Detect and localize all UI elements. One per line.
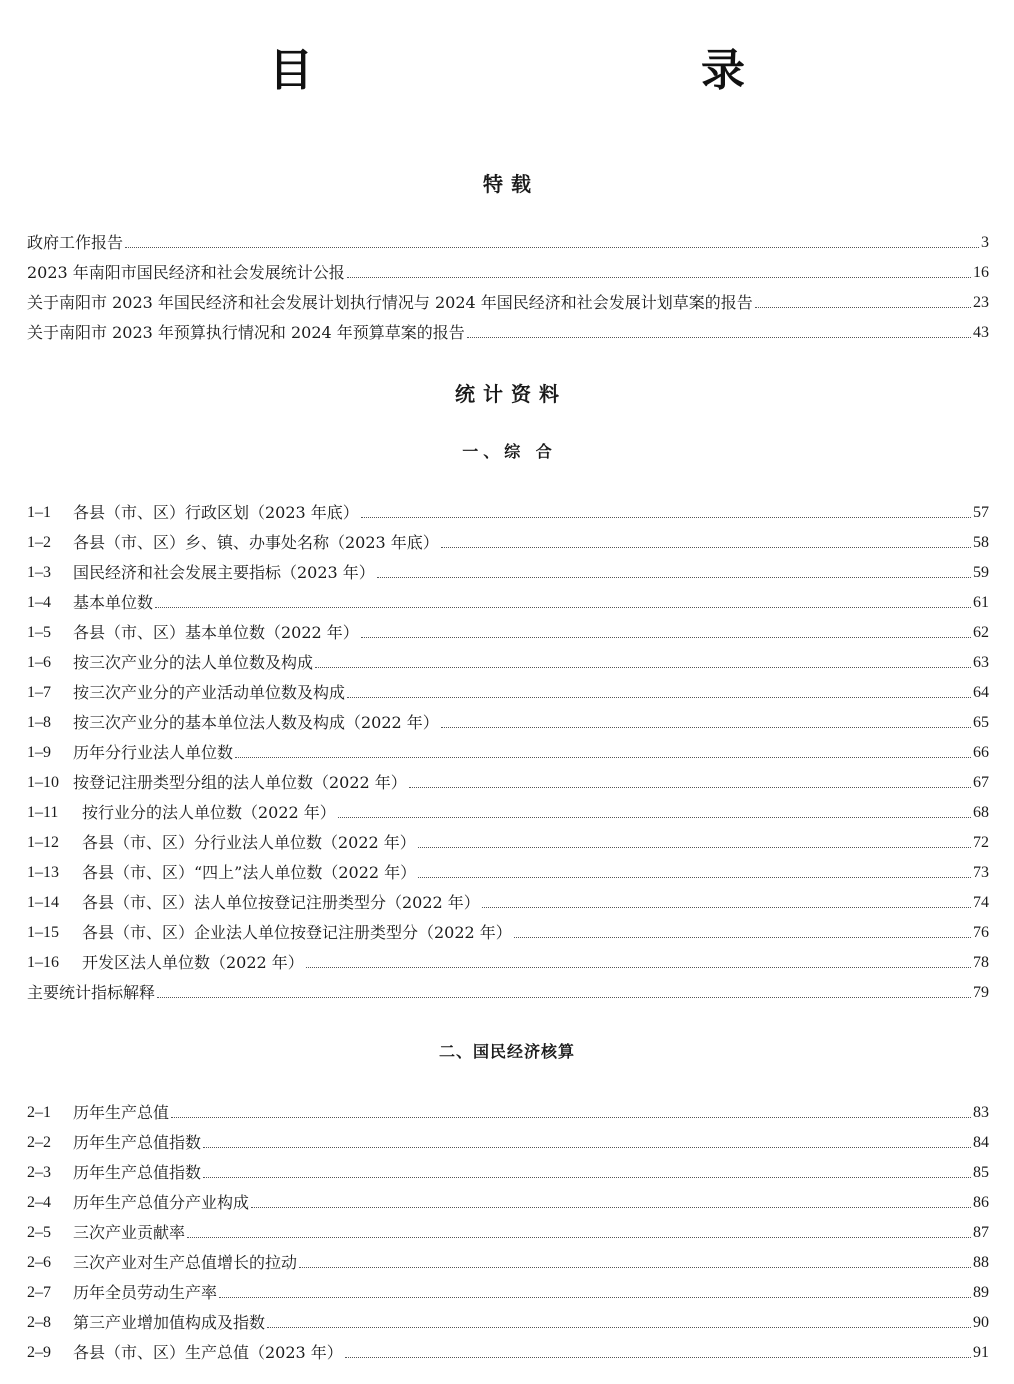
toc-entry-number: 2–3: [27, 1164, 51, 1181]
toc-entry[interactable]: [27, 1154, 989, 1184]
toc-entry-number: 1–8: [27, 714, 51, 731]
toc-entry-number: 1–14: [27, 894, 59, 911]
toc-entry-title: 各县（市、区）分行业法人单位数（2022 年）: [82, 833, 416, 852]
toc-entry-title: 各县（市、区）生产总值（2023 年）: [73, 1343, 343, 1362]
toc-entry-page-number: 68: [973, 804, 989, 821]
toc-dot-leader: [125, 247, 979, 248]
toc-entry-title: 各县（市、区）“四上”法人单位数（2022 年）: [82, 863, 417, 882]
toc-list-special: [27, 224, 989, 344]
toc-entry[interactable]: [27, 974, 989, 1004]
toc-entry-page-number: 79: [973, 984, 989, 1001]
toc-dot-leader: [187, 1237, 971, 1238]
toc-entry-title: 各县（市、区）企业法人单位按登记注册类型分（2022 年）: [82, 923, 512, 942]
toc-dot-leader: [377, 577, 971, 578]
toc-entry-title: 按登记注册类型分组的法人单位数（2022 年）: [73, 773, 407, 792]
toc-entry-title: 各县（市、区）基本单位数（2022 年）: [73, 623, 359, 642]
toc-dot-leader: [235, 757, 971, 758]
toc-entry-number: 2–2: [27, 1134, 51, 1151]
toc-entry[interactable]: [27, 224, 989, 254]
toc-dot-leader: [418, 877, 971, 878]
toc-entry[interactable]: [27, 854, 989, 884]
toc-entry-number: 1–12: [27, 834, 59, 851]
toc-entry[interactable]: [27, 1334, 989, 1364]
toc-entry-number: 1–3: [27, 564, 51, 581]
toc-entry[interactable]: [27, 494, 989, 524]
toc-entry-page-number: 88: [973, 1254, 989, 1271]
toc-entry-title: 历年全员劳动生产率: [73, 1283, 218, 1302]
toc-entry[interactable]: [27, 584, 989, 614]
toc-entry[interactable]: [27, 1274, 989, 1304]
toc-entry-title: 政府工作报告: [27, 233, 124, 252]
toc-dot-leader: [418, 847, 971, 848]
toc-entry-title: 三次产业贡献率: [73, 1223, 186, 1242]
toc-entry-title: 主要统计指标解释: [27, 983, 156, 1002]
toc-entry[interactable]: [27, 1244, 989, 1274]
toc-entry-page-number: 23: [973, 294, 989, 311]
toc-entry-page-number: 67: [973, 774, 989, 791]
toc-entry[interactable]: [27, 284, 989, 314]
toc-entry[interactable]: [27, 824, 989, 854]
toc-dot-leader: [755, 307, 971, 308]
toc-entry-title: 各县（市、区）行政区划（2023 年底）: [73, 503, 359, 522]
toc-entry-page-number: 85: [973, 1164, 989, 1181]
toc-entry-page-number: 16: [973, 264, 989, 281]
toc-entry[interactable]: [27, 1094, 989, 1124]
toc-entry[interactable]: [27, 644, 989, 674]
toc-entry-title: 历年生产总值: [73, 1103, 170, 1122]
toc-list-national-accounts: [27, 1094, 989, 1364]
toc-dot-leader: [315, 667, 971, 668]
toc-entry-number: 2–9: [27, 1344, 51, 1361]
toc-entry-title: 基本单位数: [73, 593, 154, 612]
toc-entry-number: 1–1: [27, 504, 51, 521]
toc-entry-title: 历年分行业法人单位数: [73, 743, 234, 762]
toc-entry-page-number: 91: [973, 1344, 989, 1361]
toc-entry-page-number: 87: [973, 1224, 989, 1241]
toc-dot-leader: [409, 787, 971, 788]
toc-dot-leader: [361, 517, 971, 518]
toc-entry-title: 按三次产业分的基本单位法人数及构成（2022 年）: [73, 713, 439, 732]
toc-entry-page-number: 58: [973, 534, 989, 551]
toc-dot-leader: [267, 1327, 971, 1328]
toc-dot-leader: [467, 337, 971, 338]
toc-entry[interactable]: [27, 944, 989, 974]
section-heading-stats: 统计资料: [455, 382, 567, 406]
toc-entry[interactable]: [27, 1184, 989, 1214]
toc-entry-page-number: 74: [973, 894, 989, 911]
page-title: 目 录: [269, 45, 845, 96]
toc-entry-title: 按行业分的法人单位数（2022 年）: [82, 803, 336, 822]
toc-entry[interactable]: [27, 254, 989, 284]
toc-entry[interactable]: [27, 614, 989, 644]
toc-dot-leader: [338, 817, 971, 818]
toc-entry-page-number: 61: [973, 594, 989, 611]
toc-entry-number: 2–7: [27, 1284, 51, 1301]
toc-dot-leader: [306, 967, 971, 968]
toc-entry-number: 1–6: [27, 654, 51, 671]
toc-entry[interactable]: [27, 734, 989, 764]
toc-dot-leader: [203, 1147, 971, 1148]
toc-entry-number: 1–9: [27, 744, 51, 761]
toc-entry[interactable]: [27, 764, 989, 794]
toc-entry-page-number: 63: [973, 654, 989, 671]
toc-entry[interactable]: [27, 1304, 989, 1334]
toc-entry-page-number: 66: [973, 744, 989, 761]
toc-entry[interactable]: [27, 1214, 989, 1244]
toc-entry-number: 1–16: [27, 954, 59, 971]
toc-entry-page-number: 78: [973, 954, 989, 971]
toc-entry[interactable]: [27, 314, 989, 344]
toc-entry-title: 各县（市、区）乡、镇、办事处名称（2023 年底）: [73, 533, 439, 552]
toc-entry-title: 历年生产总值分产业构成: [73, 1193, 250, 1212]
toc-entry-title: 按三次产业分的法人单位数及构成: [73, 653, 314, 672]
toc-entry-page-number: 89: [973, 1284, 989, 1301]
section-heading-special: 特载: [483, 172, 539, 196]
toc-dot-leader: [347, 277, 971, 278]
toc-entry[interactable]: [27, 884, 989, 914]
toc-entry-page-number: 86: [973, 1194, 989, 1211]
toc-dot-leader: [157, 997, 971, 998]
toc-dot-leader: [345, 1357, 971, 1358]
toc-dot-leader: [155, 607, 971, 608]
toc-dot-leader: [171, 1117, 971, 1118]
toc-entry-number: 1–7: [27, 684, 51, 701]
toc-dot-leader: [514, 937, 971, 938]
toc-entry-number: 1–15: [27, 924, 59, 941]
toc-entry-page-number: 73: [973, 864, 989, 881]
toc-entry-number: 2–6: [27, 1254, 51, 1271]
toc-entry-title: 开发区法人单位数（2022 年）: [82, 953, 304, 972]
toc-entry-title: 历年生产总值指数: [73, 1163, 202, 1182]
toc-entry-title: 按三次产业分的产业活动单位数及构成: [73, 683, 346, 702]
toc-entry-number: 1–11: [27, 804, 59, 821]
toc-entry[interactable]: [27, 554, 989, 584]
toc-dot-leader: [441, 727, 971, 728]
toc-entry-number: 2–4: [27, 1194, 51, 1211]
toc-entry-number: 1–4: [27, 594, 51, 611]
toc-entry-page-number: 65: [973, 714, 989, 731]
toc-entry-page-number: 3: [981, 234, 989, 251]
toc-entry-title: 2023 年南阳市国民经济和社会发展统计公报: [27, 263, 345, 282]
toc-dot-leader: [251, 1207, 971, 1208]
toc-dot-leader: [361, 637, 971, 638]
toc-entry-page-number: 43: [973, 324, 989, 341]
toc-entry-title: 国民经济和社会发展主要指标（2023 年）: [73, 563, 375, 582]
toc-dot-leader: [299, 1267, 971, 1268]
toc-entry[interactable]: [27, 914, 989, 944]
toc-entry-page-number: 83: [973, 1104, 989, 1121]
toc-entry-number: 2–8: [27, 1314, 51, 1331]
toc-entry-title: 历年生产总值指数: [73, 1133, 202, 1152]
toc-dot-leader: [347, 697, 971, 698]
toc-entry-number: 1–13: [27, 864, 59, 881]
toc-entry-title: 第三产业增加值构成及指数: [73, 1313, 266, 1332]
subsection-heading-national-accounts: 二、国民经济核算: [438, 1042, 575, 1061]
toc-entry-number: 2–1: [27, 1104, 51, 1121]
toc-entry-title: 三次产业对生产总值增长的拉动: [73, 1253, 298, 1272]
toc-entry-title: 各县（市、区）法人单位按登记注册类型分（2022 年）: [82, 893, 480, 912]
toc-entry-number: 1–2: [27, 534, 51, 551]
toc-entry-number: 2–5: [27, 1224, 51, 1241]
toc-entry-title: 关于南阳市 2023 年国民经济和社会发展计划执行情况与 2024 年国民经济和社会发展计划草案的报告: [27, 293, 753, 312]
toc-entry[interactable]: [27, 524, 989, 554]
toc-dot-leader: [219, 1297, 971, 1298]
toc-entry-page-number: 84: [973, 1134, 989, 1151]
subsection-heading-general: 一、综 合: [462, 442, 557, 461]
toc-entry[interactable]: [27, 1124, 989, 1154]
toc-entry[interactable]: [27, 674, 989, 704]
toc-entry-number: 1–10: [27, 774, 59, 791]
toc-dot-leader: [482, 907, 971, 908]
toc-dot-leader: [203, 1177, 971, 1178]
toc-entry-title: 关于南阳市 2023 年预算执行情况和 2024 年预算草案的报告: [27, 323, 465, 342]
toc-entry-page-number: 57: [973, 504, 989, 521]
toc-entry-page-number: 59: [973, 564, 989, 581]
toc-entry-page-number: 64: [973, 684, 989, 701]
toc-entry-page-number: 90: [973, 1314, 989, 1331]
toc-entry-page-number: 76: [973, 924, 989, 941]
toc-list-general: [27, 494, 989, 1004]
toc-entry-page-number: 72: [973, 834, 989, 851]
toc-entry-number: 1–5: [27, 624, 51, 641]
toc-entry[interactable]: [27, 704, 989, 734]
toc-entry[interactable]: [27, 794, 989, 824]
toc-dot-leader: [441, 547, 971, 548]
toc-entry-page-number: 62: [973, 624, 989, 641]
